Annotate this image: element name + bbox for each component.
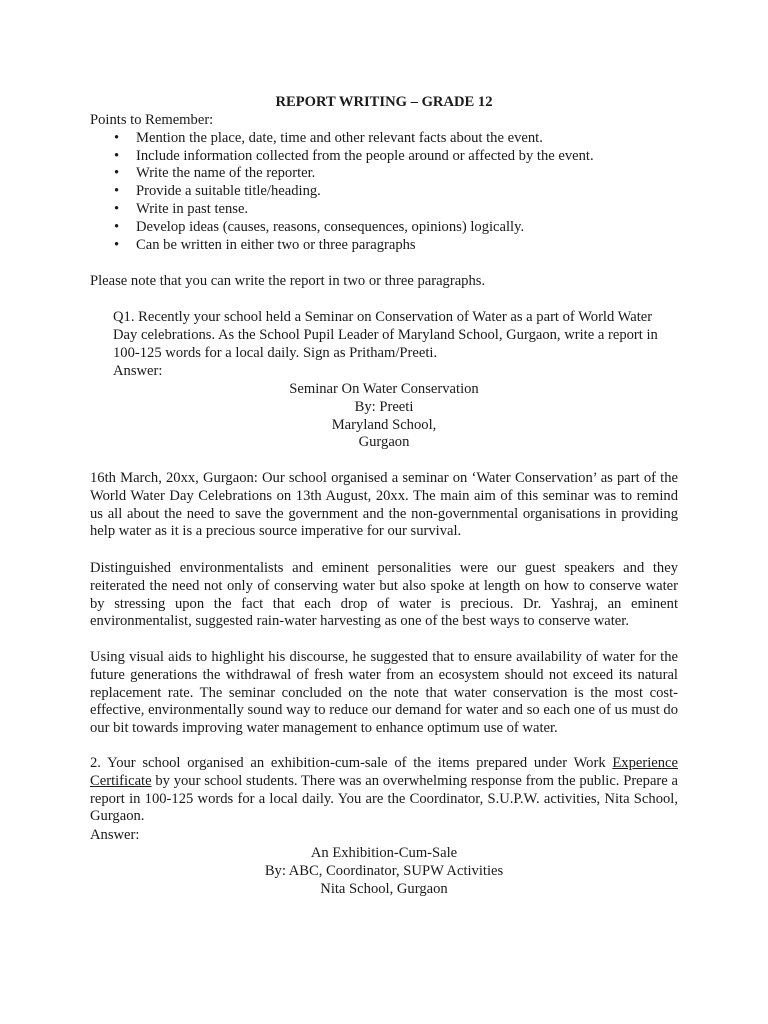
points-list xyxy=(90,130,678,255)
list-item: • Write in past tense. xyxy=(90,201,678,219)
q1-heading-byline: By: Preeti xyxy=(354,398,414,415)
q2-heading-school: Nita School, Gurgaon xyxy=(320,880,448,897)
q2-heading xyxy=(0,845,768,898)
list-item: • Provide a suitable title/heading. xyxy=(90,183,678,201)
q1-answer-label: Answer: xyxy=(113,363,163,379)
q1-question: Q1. Recently your school held a Seminar on Conservation of Water as a part of World Water Day celebrations. As the School Pupil Leader of Maryland School, Gurgaon, write a report in 100-125 words for a local daily. Sign as Pritham/Preeti. xyxy=(113,309,658,361)
page-title: REPORT WRITING – GRADE 12 xyxy=(275,94,493,110)
q1-heading-school: Maryland School, xyxy=(331,416,437,433)
list-item: • Mention the place, date, time and other relevant facts about the event. xyxy=(90,130,678,148)
list-item: • Include information collected from the people around or affected by the event. xyxy=(90,148,678,166)
q1-heading-city: Gurgaon xyxy=(358,434,410,451)
q2-question-end: by your school students. There was an overwhelming response from the public. Prepare a report in 100-125 words for a local daily. You are the Coordinator, S.U.P.W. activities, Nita School, Gurgaon. xyxy=(90,772,678,825)
q2-heading-title: An Exhibition-Cum-Sale xyxy=(310,845,458,861)
q2-answer-label: Answer: xyxy=(90,827,140,843)
note-text: Please note that you can write the report in two or three paragraphs. xyxy=(90,273,486,289)
q2-heading-byline: By: ABC, Coordinator, SUPW Activities xyxy=(264,862,504,879)
q2-question-start: 2. Your school organised an exhibition-cum-sale of the items prepared under Work xyxy=(90,755,613,771)
list-item: • Develop ideas (causes, reasons, consequences, opinions) logically. xyxy=(90,219,678,237)
q1-paragraph-1: 16th March, 20xx, Gurgaon: Our school organised a seminar on ‘Water Conservation’ as part of the World Water Day Celebrations on 13th August, 20xx. The main aim of this seminar was to remind us all about the need to save the government and the non-governmental organisations in providing help water as it is a precious source imperative for our survival. xyxy=(90,470,678,540)
q1-heading-title: Seminar On Water Conservation xyxy=(289,381,479,397)
points-heading: Points to Remember: xyxy=(90,112,214,128)
q1-heading xyxy=(0,381,768,452)
q1-paragraph-3: Using visual aids to highlight his discourse, he suggested that to ensure availability of water for the future generations the withdrawal of fresh water from an ecosystem should not exceed its natural replacement rate. The seminar concluded on the note that water conservation is the most cost-effective, environmentally sound way to reduce our demand for water and so each one of us must do our bit towards improving water management to enhance optimum use of water. xyxy=(90,649,678,737)
q1-paragraph-2: Distinguished environmentalists and eminent personalities were our guest speakers and they reiterated the need not only of conserving water but also spoke at length on how to conserve water by stressing upon the fact that each drop of water is precious. Dr. Yashraj, an eminent environmentalist, suggested rain-water harvesting as one of the best ways to conserve water. xyxy=(90,560,678,630)
points-section xyxy=(90,112,678,254)
q2-question-underline: Experience Certificate xyxy=(90,755,678,789)
list-item: • Write the name of the reporter. xyxy=(90,165,678,183)
q2-question xyxy=(90,755,678,826)
list-item: • Can be written in either two or three paragraphs xyxy=(90,237,678,255)
